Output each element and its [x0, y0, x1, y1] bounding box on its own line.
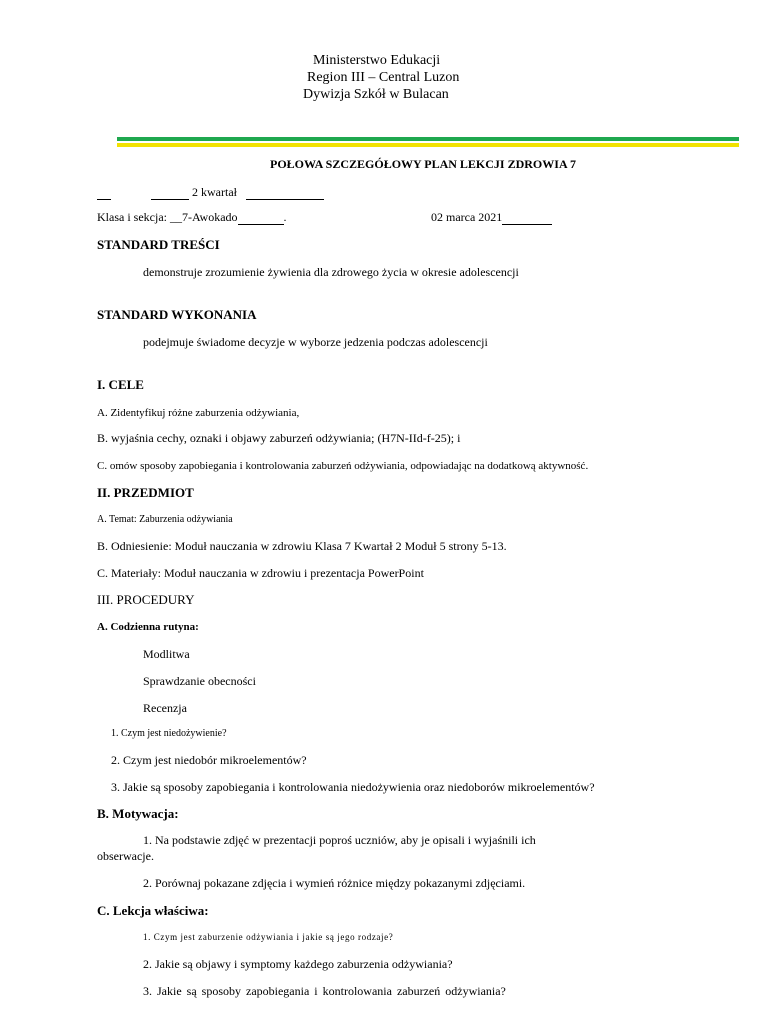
blank-field: [502, 211, 552, 225]
performance-standard-text: podejmuje świadome decyzje w wyborze jedzenia podczas adolescencji: [143, 335, 488, 349]
routine-heading: A. Codzienna rutyna:: [97, 621, 199, 633]
routine-item: Modlitwa: [143, 647, 190, 661]
review-question-2: 2. Czym jest niedobór mikroelementów?: [111, 753, 307, 767]
subject-reference: B. Odniesienie: Moduł nauczania w zdrowiu Klasa 7 Kwartał 2 Moduł 5 strony 5-13.: [97, 539, 507, 553]
ministry-name: Ministerstwo Edukacji: [313, 53, 441, 68]
header-divider-green: [117, 137, 739, 141]
class-section-label: Klasa i sekcja: __7-Awokado: [97, 210, 238, 225]
subject-heading: II. PRZEDMIOT: [97, 485, 194, 500]
lesson-question-1: 1. Czym jest zaburzenie odżywiania i jakie są jego rodzaje?: [143, 932, 394, 942]
motivation-item-1: 1. Na podstawie zdjęć w prezentacji poproś uczniów, aby je opisali i wyjaśnili ich: [143, 833, 536, 847]
performance-standard-heading: STANDARD WYKONANIA: [97, 307, 257, 322]
motivation-item-2: 2. Porównaj pokazane zdjęcia i wymień różnice między pokazanymi zdjęciami.: [143, 876, 526, 890]
routine-item: Sprawdzanie obecności: [143, 674, 256, 688]
routine-item: Recenzja: [143, 701, 187, 715]
goal-a: A. Zidentyfikuj różne zaburzenia odżywiania,: [97, 407, 300, 419]
date-line: [431, 211, 552, 225]
quarter-line: [97, 186, 324, 200]
goal-b: B. wyjaśnia cechy, oznaki i objawy zaburzeń odżywiania; (H7N-IId-f-25); i: [97, 431, 461, 445]
motivation-item-1-cont: obserwacje.: [97, 849, 154, 863]
class-section-suffix: .: [283, 210, 287, 225]
lesson-heading: C. Lekcja właściwa:: [97, 903, 209, 918]
blank-field: [151, 186, 189, 200]
motivation-heading: B. Motywacja:: [97, 806, 179, 821]
lesson-question-2: 2. Jakie są objawy i symptomy każdego zaburzenia odżywiania?: [143, 957, 453, 971]
goals-heading: I. CELE: [97, 377, 144, 392]
class-section-line: [97, 211, 287, 225]
review-question-1: 1. Czym jest niedożywienie?: [111, 728, 227, 739]
subject-topic: A. Temat: Zaburzenia odżywiania: [97, 514, 233, 525]
header-divider-yellow: [117, 143, 739, 147]
content-standard-heading: STANDARD TREŚCI: [97, 237, 220, 252]
blank-field: [246, 186, 324, 200]
subject-materials: C. Materiały: Moduł nauczania w zdrowiu i prezentacja PowerPoint: [97, 566, 424, 580]
lesson-question-3: 3. Jakie są sposoby zapobiegania i kontrolowania zaburzeń odżywiania?: [143, 984, 506, 998]
quarter-label: 2 kwartał: [192, 185, 237, 200]
review-question-3: 3. Jakie są sposoby zapobiegania i kontrolowania niedożywienia oraz niedoborów mikroelementów?: [111, 780, 595, 794]
lesson-date: 02 marca 2021: [431, 210, 503, 225]
document-title: POŁOWA SZCZEGÓŁOWY PLAN LEKCJI ZDROWIA 7: [270, 157, 576, 171]
division-name: Dywizja Szkół w Bulacan: [303, 87, 449, 102]
goal-c: C. omów sposoby zapobiegania i kontrolowania zaburzeń odżywiania, odpowiadając na dodatkową aktywność.: [97, 460, 589, 472]
blank-field: [238, 211, 284, 225]
region-name: Region III – Central Luzon: [307, 70, 460, 85]
procedures-heading: III. PROCEDURY: [97, 592, 195, 607]
content-standard-text: demonstruje zrozumienie żywienia dla zdrowego życia w okresie adolescencji: [143, 265, 519, 279]
blank-field: [97, 186, 111, 200]
